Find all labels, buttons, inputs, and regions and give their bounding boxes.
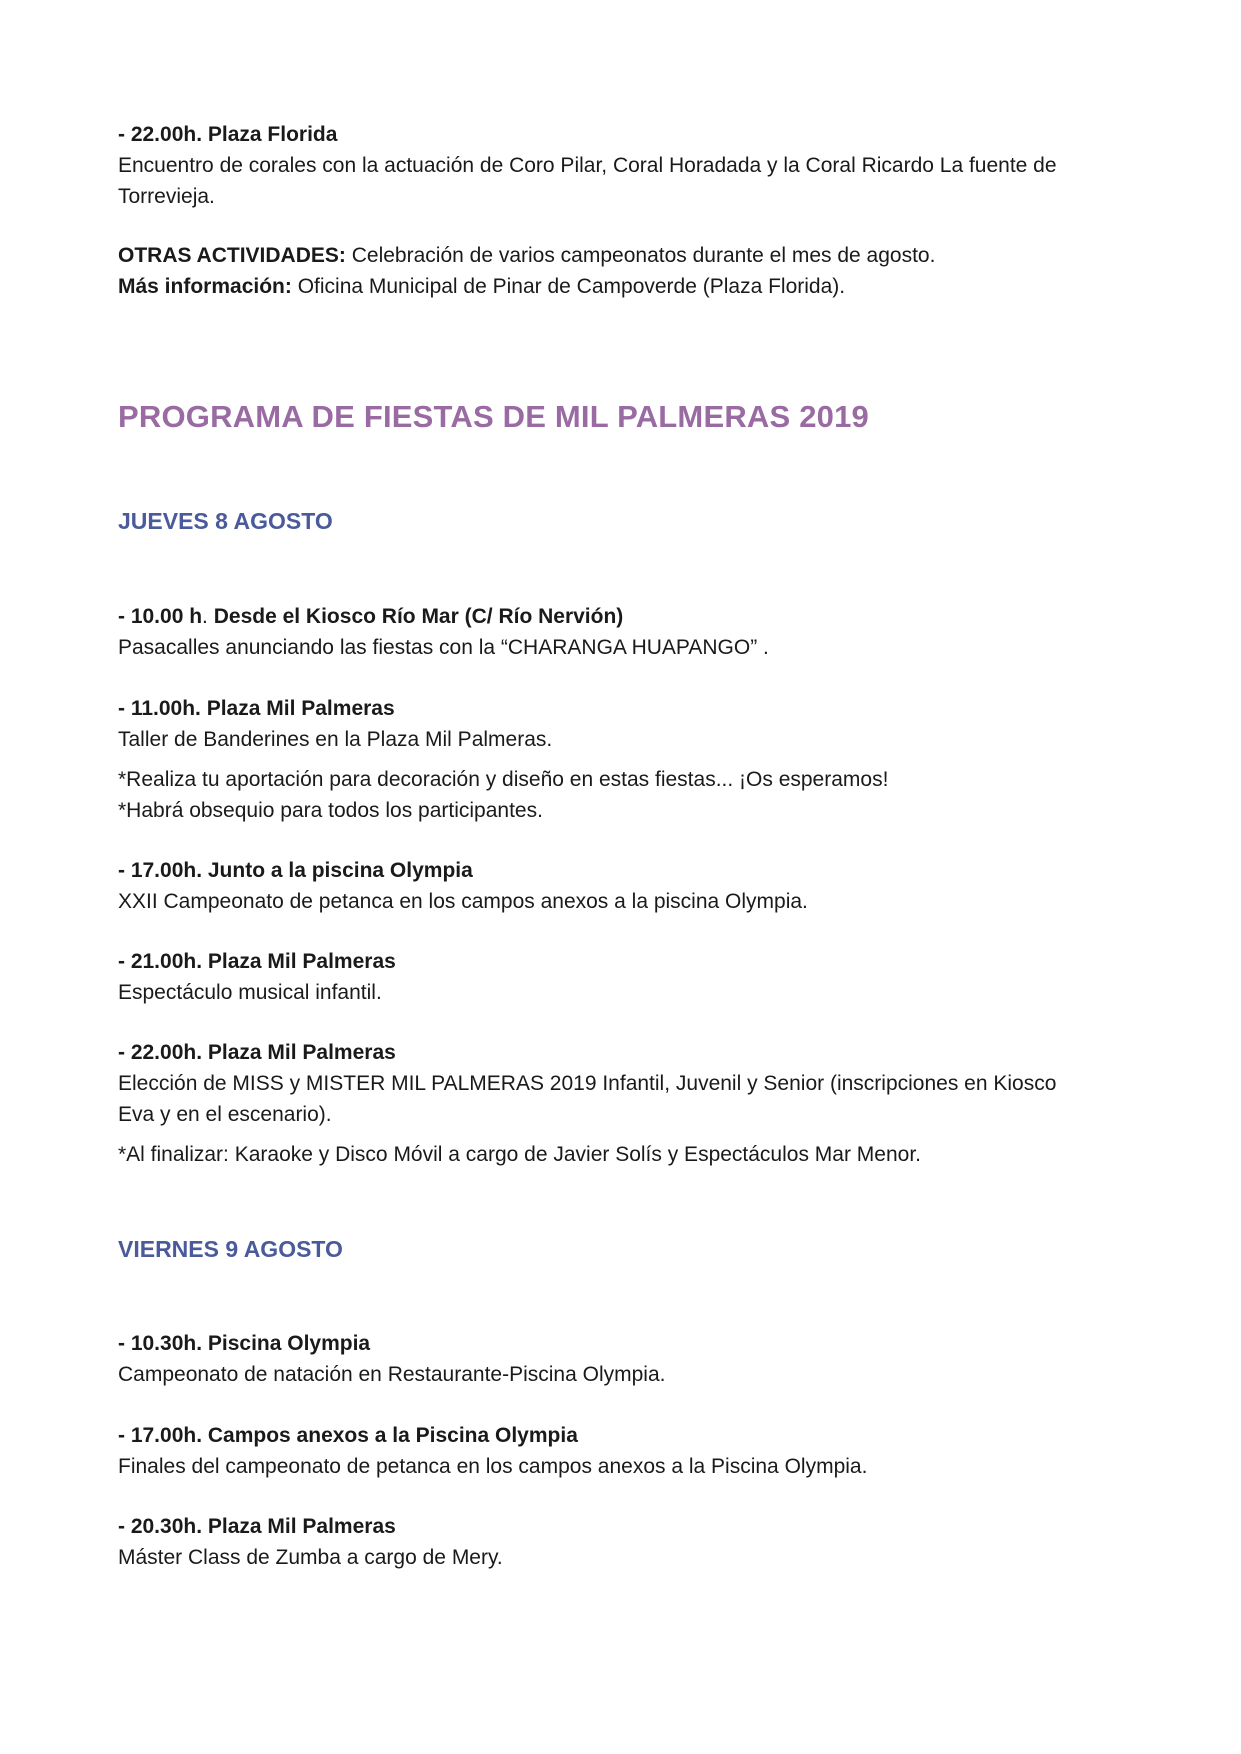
event-10-00 (118, 601, 1138, 663)
event-description: Encuentro de corales con la actuación de Coro Pilar, Coral Horadada y la Coral Ricardo La fuente de Torrevieja. (118, 154, 1057, 208)
event-description: XXII Campeonato de petanca en los campos anexos a la piscina Olympia. (118, 890, 808, 913)
event-10-30 (118, 1328, 1138, 1390)
event-time: - 17.00h. Campos anexos a la Piscina Olympia (118, 1424, 578, 1447)
event-place: Desde el Kiosco Río Mar (C/ Río Nervión) (213, 605, 624, 628)
event-description: Finales del campeonato de petanca en los campos anexos a la Piscina Olympia. (118, 1455, 868, 1478)
event-description: Máster Class de Zumba a cargo de Mery. (118, 1546, 503, 1569)
event-time: - 10.30h. Piscina Olympia (118, 1332, 371, 1355)
event-plaza-florida (118, 119, 1138, 212)
event-time-hour: 10.00 h (130, 605, 203, 628)
event-description: Espectáculo musical infantil. (118, 981, 382, 1004)
more-info-line (118, 271, 1138, 302)
more-info-text: Oficina Municipal de Pinar de Campoverde (Plaza Florida). (291, 275, 846, 298)
event-17-00 (118, 855, 1138, 917)
event-time (118, 601, 1138, 632)
event-time: - 17.00h. Junto a la piscina Olympia (118, 859, 473, 882)
event-time: - 11.00h. Plaza Mil Palmeras (118, 697, 395, 720)
more-info-label: Más información: (118, 275, 292, 298)
event-time: - 22.00h. Plaza Mil Palmeras (118, 1041, 396, 1064)
other-activities-line (118, 240, 1138, 271)
event-time-separator: . (202, 605, 214, 628)
event-21-00 (118, 946, 1138, 1008)
event-description: Campeonato de natación en Restaurante-Piscina Olympia. (118, 1363, 666, 1386)
program-title: PROGRAMA DE FIESTAS DE MIL PALMERAS 2019 (118, 399, 869, 434)
event-description: Elección de MISS y MISTER MIL PALMERAS 2019 Infantil, Juvenil y Senior (inscripciones en Kiosco (118, 1072, 1057, 1095)
other-activities-label: OTRAS ACTIVIDADES: (118, 244, 346, 267)
other-activities (118, 240, 1138, 302)
other-activities-text: Celebración de varios campeonatos durante el mes de agosto. (345, 244, 936, 267)
event-time-prefix: - (118, 605, 131, 628)
event-11-00 (118, 693, 1138, 826)
event-time: - 20.30h. Plaza Mil Palmeras (118, 1515, 396, 1538)
event-description-cont: Eva y en el escenario). (118, 1103, 332, 1126)
event-note: *Al finalizar: Karaoke y Disco Móvil a cargo de Javier Solís y Espectáculos Mar Menor. (118, 1143, 921, 1166)
event-note: *Habrá obsequio para todos los participantes. (118, 799, 543, 822)
event-description: Pasacalles anunciando las fiestas con la “CHARANGA HUAPANGO” . (118, 636, 769, 659)
event-note: *Realiza tu aportación para decoración y diseño en estas fiestas... ¡Os esperamos! (118, 768, 889, 791)
event-time: - 21.00h. Plaza Mil Palmeras (118, 950, 396, 973)
event-description: Taller de Banderines en la Plaza Mil Palmeras. (118, 728, 553, 751)
day-title-jueves: JUEVES 8 AGOSTO (118, 508, 333, 534)
event-time: - 22.00h. Plaza Florida (118, 123, 338, 146)
event-22-00 (118, 1037, 1138, 1170)
event-20-30 (118, 1511, 1138, 1573)
event-17-00-finales (118, 1420, 1138, 1482)
day-title-viernes: VIERNES 9 AGOSTO (118, 1236, 343, 1262)
